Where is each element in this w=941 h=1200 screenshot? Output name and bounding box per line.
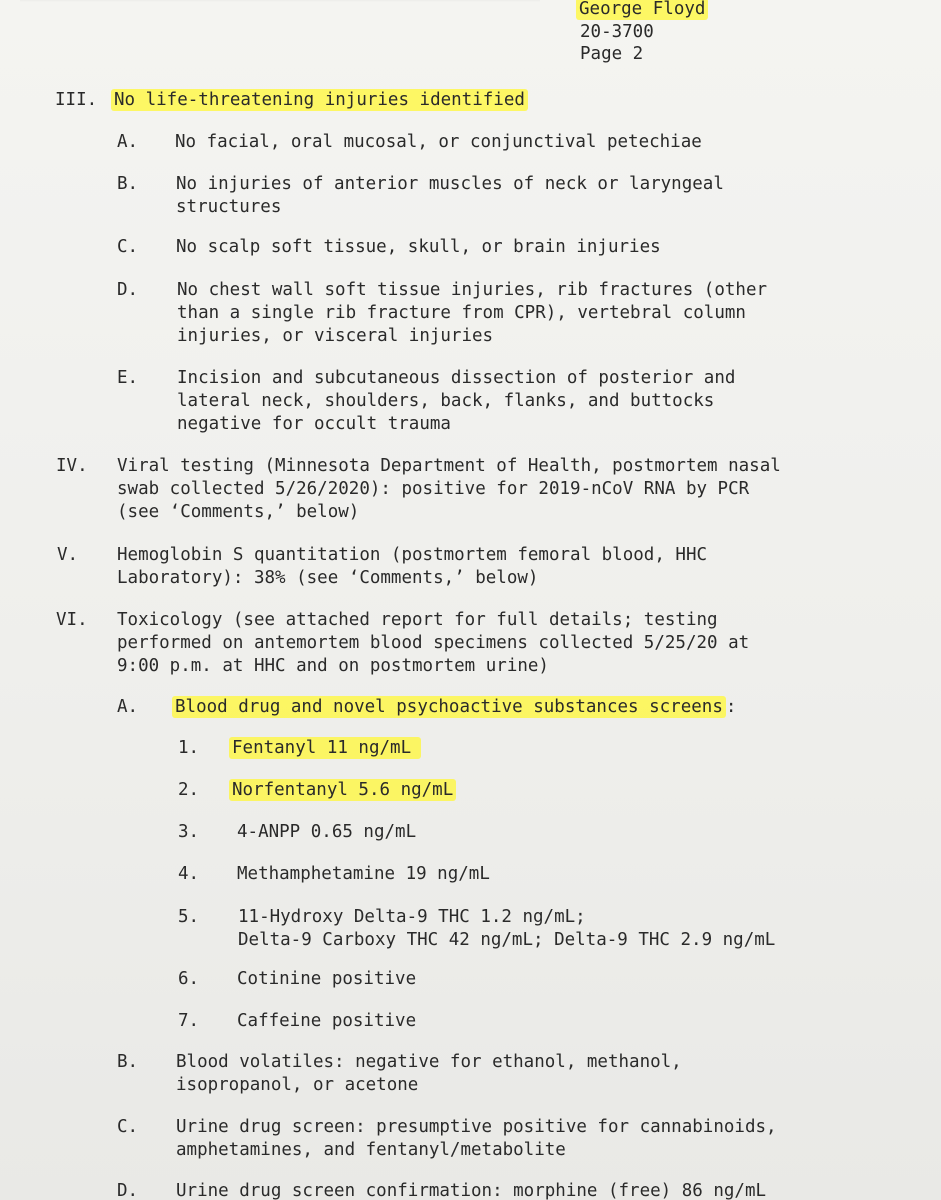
section-iii-item-e-text: Incision and subcutaneous dissection of posterior and [177, 368, 736, 388]
section-iv-text: (see ‘Comments,’ below) [117, 502, 360, 522]
header-patient-name: George Floyd [576, 0, 708, 21]
section-v-text: Laboratory): 38% (see ‘Comments,’ below) [117, 568, 539, 588]
section-vi-text: 9:00 p.m. at HHC and on postmortem urine) [117, 656, 549, 676]
section-iii-item-a-label: A. [117, 132, 139, 152]
section-iii-label: III. [55, 90, 98, 110]
section-iii-item-d-text: than a single rib fracture from CPR), vertebral column [177, 303, 746, 323]
section-iii-item-a-text: No facial, oral mucosal, or conjunctival petechiae [175, 132, 702, 152]
drug-item-3-text: 4-ANPP 0.65 ng/mL [237, 822, 417, 842]
drug-item-2-text: Norfentanyl 5.6 ng/mL [229, 779, 456, 802]
drug-item-1-text: Fentanyl 11 ng/mL [229, 737, 421, 760]
section-iii-item-d-text: injuries, or visceral injuries [177, 326, 494, 346]
section-iii-item-b-label: B. [117, 174, 139, 194]
drug-item-7-text: Caffeine positive [237, 1011, 417, 1031]
section-vi-text: performed on antemortem blood specimens collected 5/25/20 at [117, 633, 750, 653]
section-vi-text: Toxicology (see attached report for full details; testing [117, 610, 718, 630]
drug-item-6-text: Cotinine positive [237, 969, 417, 989]
drug-item-4-text: Methamphetamine 19 ng/mL [237, 864, 490, 884]
section-iii-item-b-text: No injuries of anterior muscles of neck or laryngeal [176, 174, 724, 194]
drug-item-4-label: 4. [178, 864, 200, 884]
drug-item-2-label: 2. [178, 780, 200, 800]
section-vi-c-text: Urine drug screen: presumptive positive for cannabinoids, [176, 1117, 777, 1137]
section-vi-c-text: amphetamines, and fentanyl/metabolite [176, 1140, 566, 1160]
section-vi-d-label: D. [117, 1181, 139, 1200]
drug-item-6-label: 6. [178, 969, 200, 989]
section-vi-c-label: C. [117, 1117, 139, 1137]
section-iv-label: IV. [56, 456, 88, 476]
drug-item-3-label: 3. [178, 822, 200, 842]
section-iii-item-e-text: negative for occult trauma [177, 414, 451, 434]
section-v-label: V. [57, 545, 79, 565]
section-iii-item-d-text: No chest wall soft tissue injuries, rib fractures (other [177, 280, 768, 300]
section-iv-text: swab collected 5/26/2020): positive for 2019-nCoV RNA by PCR [117, 479, 750, 499]
header-case-number: 20-3700 [580, 22, 654, 42]
drug-item-1-label: 1. [178, 738, 200, 758]
section-iv-text: Viral testing (Minnesota Department of Health, postmortem nasal [117, 456, 781, 476]
section-v-text: Hemoglobin S quantitation (postmortem femoral blood, HHC [117, 545, 708, 565]
section-iii-item-e-text: lateral neck, shoulders, back, flanks, and buttocks [177, 391, 715, 411]
drug-item-5-label: 5. [178, 907, 200, 927]
section-iii-item-c-text: No scalp soft tissue, skull, or brain injuries [176, 237, 661, 257]
drug-item-5-text: Delta-9 Carboxy THC 42 ng/mL; Delta-9 THC 2.9 ng/mL [238, 930, 776, 950]
section-vi-d-text: Urine drug screen confirmation: morphine (free) 86 ng/mL [176, 1181, 767, 1200]
cut-off-previous-text [20, 0, 540, 2]
section-vi-b-label: B. [117, 1052, 139, 1072]
section-vi-a-heading: Blood drug and novel psychoactive substances screens : [172, 696, 736, 719]
section-iii-item-d-label: D. [117, 280, 139, 300]
section-iii-item-c-label: C. [117, 237, 139, 257]
section-vi-b-text: Blood volatiles: negative for ethanol, methanol, [176, 1052, 682, 1072]
header-page-number: Page 2 [580, 44, 644, 64]
section-vi-a-label: A. [117, 697, 139, 717]
section-iii-item-b-text: structures [176, 197, 282, 217]
section-iii-heading: No life-threatening injuries identified [111, 89, 528, 112]
section-iii-item-e-label: E. [117, 368, 139, 388]
section-vi-b-text: isopropanol, or acetone [176, 1075, 419, 1095]
section-vi-label: VI. [56, 610, 88, 630]
drug-item-5-text: 11-Hydroxy Delta-9 THC 1.2 ng/mL; [238, 907, 586, 927]
drug-item-7-label: 7. [178, 1011, 200, 1031]
